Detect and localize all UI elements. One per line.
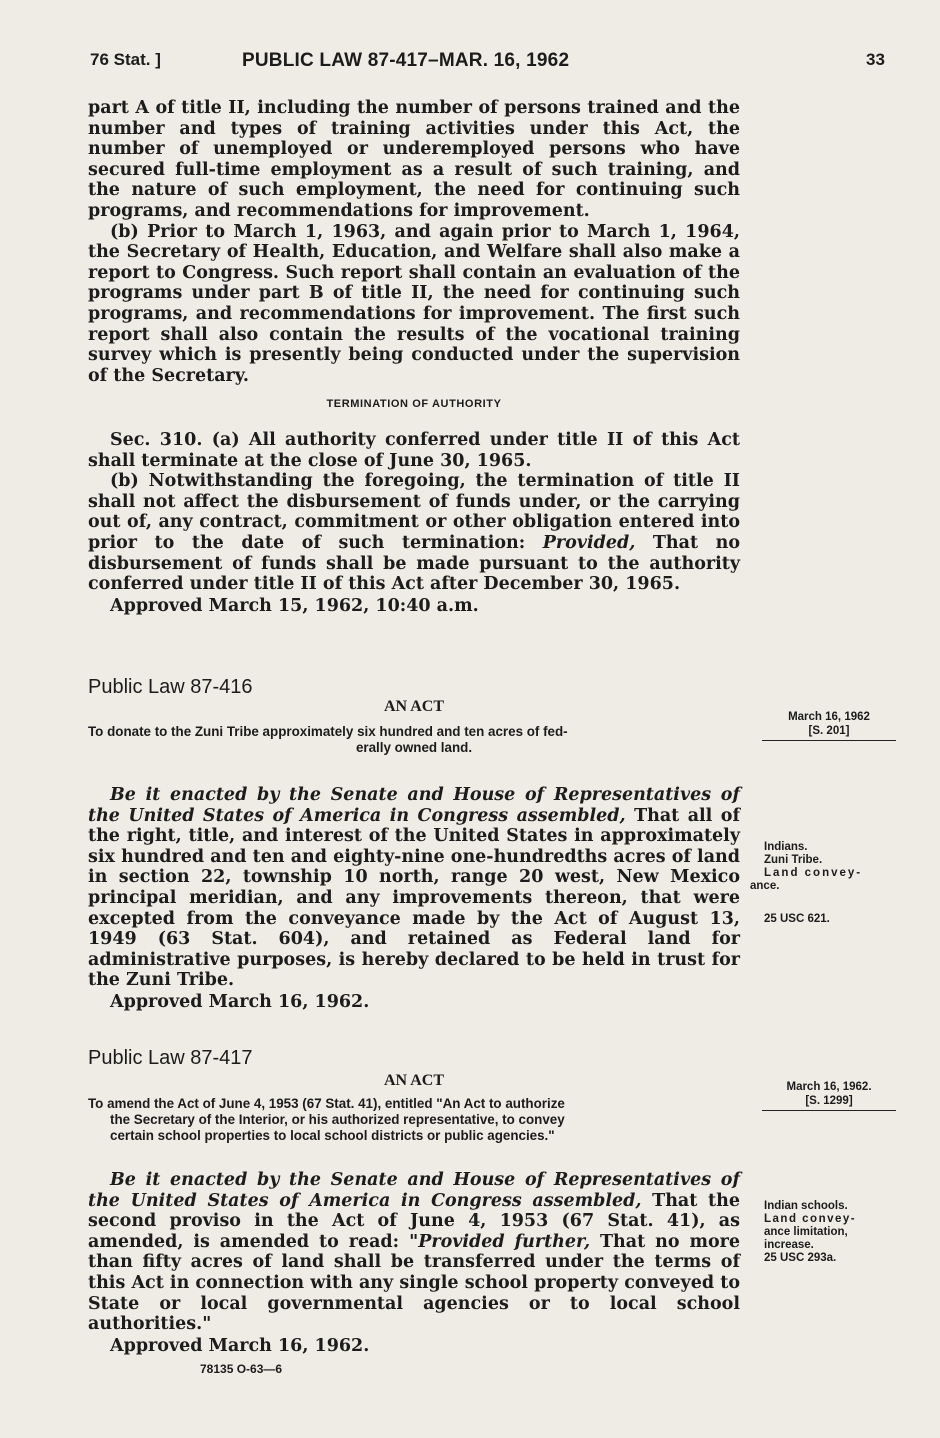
paragraph: Sec. 310. (a) All authority conferred under title II of this Act shall terminate at the close of June 30, 1965. [88,430,740,471]
paragraph: part A of title II, including the number of persons trained and the number and types of training activities under this Act, the number of unemployed or underemployed persons who have secured full-time employment as a result of such training, and the nature of such employment, the need for continuing such programs, and recommendations for improvement. [88,98,740,221]
approval-line: Approved March 16, 1962. [110,1335,370,1356]
law-heading: Public Law 87-417 [88,1047,253,1069]
print-code: 78135 O-63—6 [200,1362,283,1376]
law-heading: Public Law 87-416 [88,676,253,698]
margin-note: Indians. Zuni Tribe. Land convey- ance. [750,841,863,892]
section-continuation [88,98,740,386]
approval-line: Approved March 16, 1962. [110,991,370,1012]
enacting-clause: Be it enacted by the Senate and House of Representatives of the United States of America in Congress assembled, That the second proviso in the Act of June 4, 1953 (67 Stat. 41), as amended, is amended to read: "Provided further, That no more than fifty acres of land shall be transferred under the terms of this Act in connection with any single school property conveyed to State or local governmental agencies or to local school authorities." [88,1170,740,1335]
an-act-label: AN ACT [383,1072,444,1089]
enacting-clause: Be it enacted by the Senate and House of Representatives of the United States of America in Congress assembled, That all of the right, title, and interest of the United States in approximately six hundred and ten and eighty-nine one-hundredths acres of land in section 22, township 10 north, range 20 west, New Mexico principal meridian, and any improvements thereon, that were excepted from the conveyance made by the Act of August 13, 1949 (63 Stat. 604), and retained as Federal land for administrative purposes, is hereby declared to be held in trust for the Zuni Tribe. [88,785,740,991]
act-body [88,1170,740,1357]
margin-note: Indian schools. Land convey- ance limitation, increase. 25 USC 293a. [764,1200,857,1264]
enactment-date-note: March 16, 1962. [S. 1299] [762,1080,896,1111]
act-body [88,785,740,1013]
paragraph: (b) Notwithstanding the foregoing, the termination of title II shall not affect the disbursement of funds under, or the carrying out of, any contract, commitment or other obligation entered into prior to the date of such termination: Provided, That no disbursement of funds shall be made pursuant to the authority conferred under title II of this Act after December 30, 1965. [88,471,740,595]
act-title: To amend the Act of June 4, 1953 (67 Stat. 41), entitled "An Act to authorize the Secretary of the Interior, or his authorized representative, to convey certain school properties to local school districts or public agencies." [88,1096,565,1143]
page-title: PUBLIC LAW 87-417–MAR. 16, 1962 [242,50,570,71]
statute-reference: 76 Stat. ] [90,50,161,69]
page-number: 33 [866,50,885,69]
approval-line: Approved March 15, 1962, 10:40 a.m. [110,595,479,616]
paragraph: (b) Prior to March 1, 1963, and again prior to March 1, 1964, the Secretary of Health, Education, and Welfare shall also make a report to Congress. Such report shall contain an evaluation of the programs under part B of title II, the need for continuing such programs, and recommendations for improvement. The first such report shall also contain the results of the vocational training survey which is presently being conducted under the supervision of the Secretary. [88,221,740,386]
section-heading: TERMINATION OF AUTHORITY [326,398,502,410]
margin-citation: 25 USC 621. [764,913,830,925]
act-title: To donate to the Zuni Tribe approximately six hundred and ten acres of fed- erally owned land. [88,724,568,755]
termination-section [88,430,740,617]
enactment-date-note: March 16, 1962 [S. 201] [762,710,896,741]
an-act-label: AN ACT [383,698,444,715]
